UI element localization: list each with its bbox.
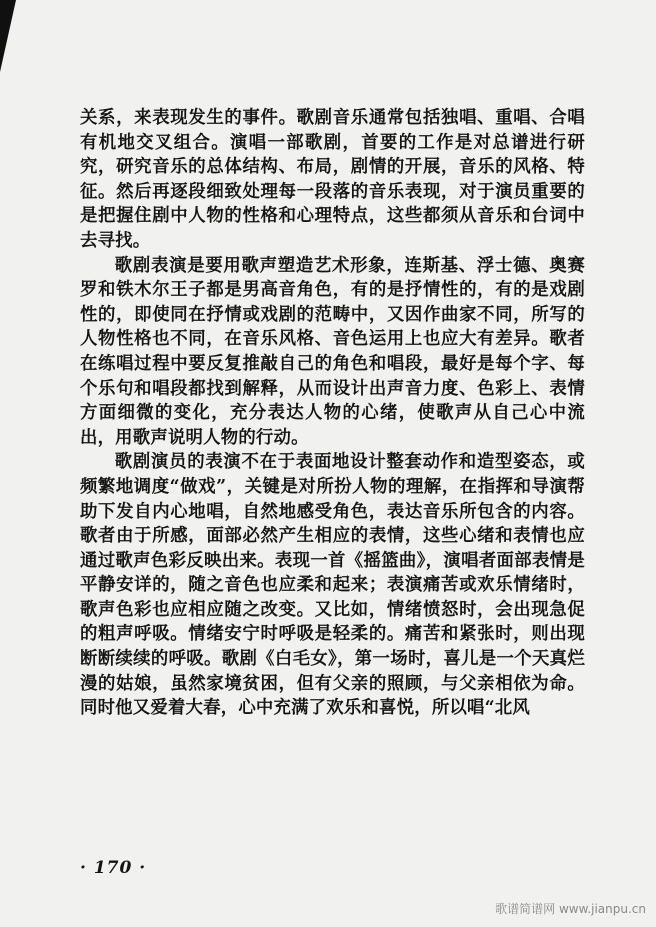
page-body-text xyxy=(80,106,585,721)
corner-scan-mark xyxy=(0,0,16,72)
paragraph-2: 歌剧表演是要用歌声塑造艺术形象，连斯基、浮士德、奥赛罗和铁木尔王子都是男高音角色，有的是抒情性的，有的是戏剧性的，即使同在抒情或戏剧的范畴中，又因作曲家不同，所写的人物性格也不同，在音乐风格、音色运用上也应大有差异。歌者在练唱过程中要反复推敲自己的角色和唱段，最好是每个字、每个乐句和唱段都找到解释，从而设计出声音力度、色彩上、表情方面细微的变化，充分表达人物的心绪，使歌声从自己心中流出，用歌声说明人物的行动。 xyxy=(80,255,585,448)
site-watermark: 歌谱简谱网 www.jianpu.cn xyxy=(495,902,646,916)
page-number: · 170 · xyxy=(80,858,147,878)
paragraph-1: 关系，来表现发生的事件。歌剧音乐通常包括独唱、重唱、合唱有机地交叉组合。演唱一部歌剧，首要的工作是对总谱进行研究，研究音乐的总体结构、布局，剧情的开展，音乐的风格、特征。然后再逐段细致处理每一段落的音乐表现，对于演员重要的是把握住剧中人物的性格和心理特点，这些都须从音乐和台词中去寻找。 xyxy=(80,108,585,251)
paragraph-3: 歌剧演员的表演不在于表面地设计整套动作和造型姿态，或频繁地调度“做戏”，关键是对所扮人物的理解，在指挥和导演帮助下发自内心地唱，自然地感受角色，表达音乐所包含的内容。歌者由于所感，面部必然产生相应的表情，这些心绪和表情也应通过歌声色彩反映出来。表现一首《摇篮曲》，演唱者面部表情是平静安详的，随之音色也应柔和起来；表演痛苦或欢乐情绪时，歌声色彩也应相应随之改变。又比如，情绪愤怒时，会出现急促的粗声呼吸。情绪安宁时呼吸是轻柔的。痛苦和紧张时，则出现断断续续的呼吸。歌剧《白毛女》，第一场时，喜儿是一个天真烂漫的姑娘，虽然家境贫困，但有父亲的照顾，与父亲相依为命。同时他又爱着大春，心中充满了欢乐和喜悦，所以唱“北风 xyxy=(80,452,585,719)
